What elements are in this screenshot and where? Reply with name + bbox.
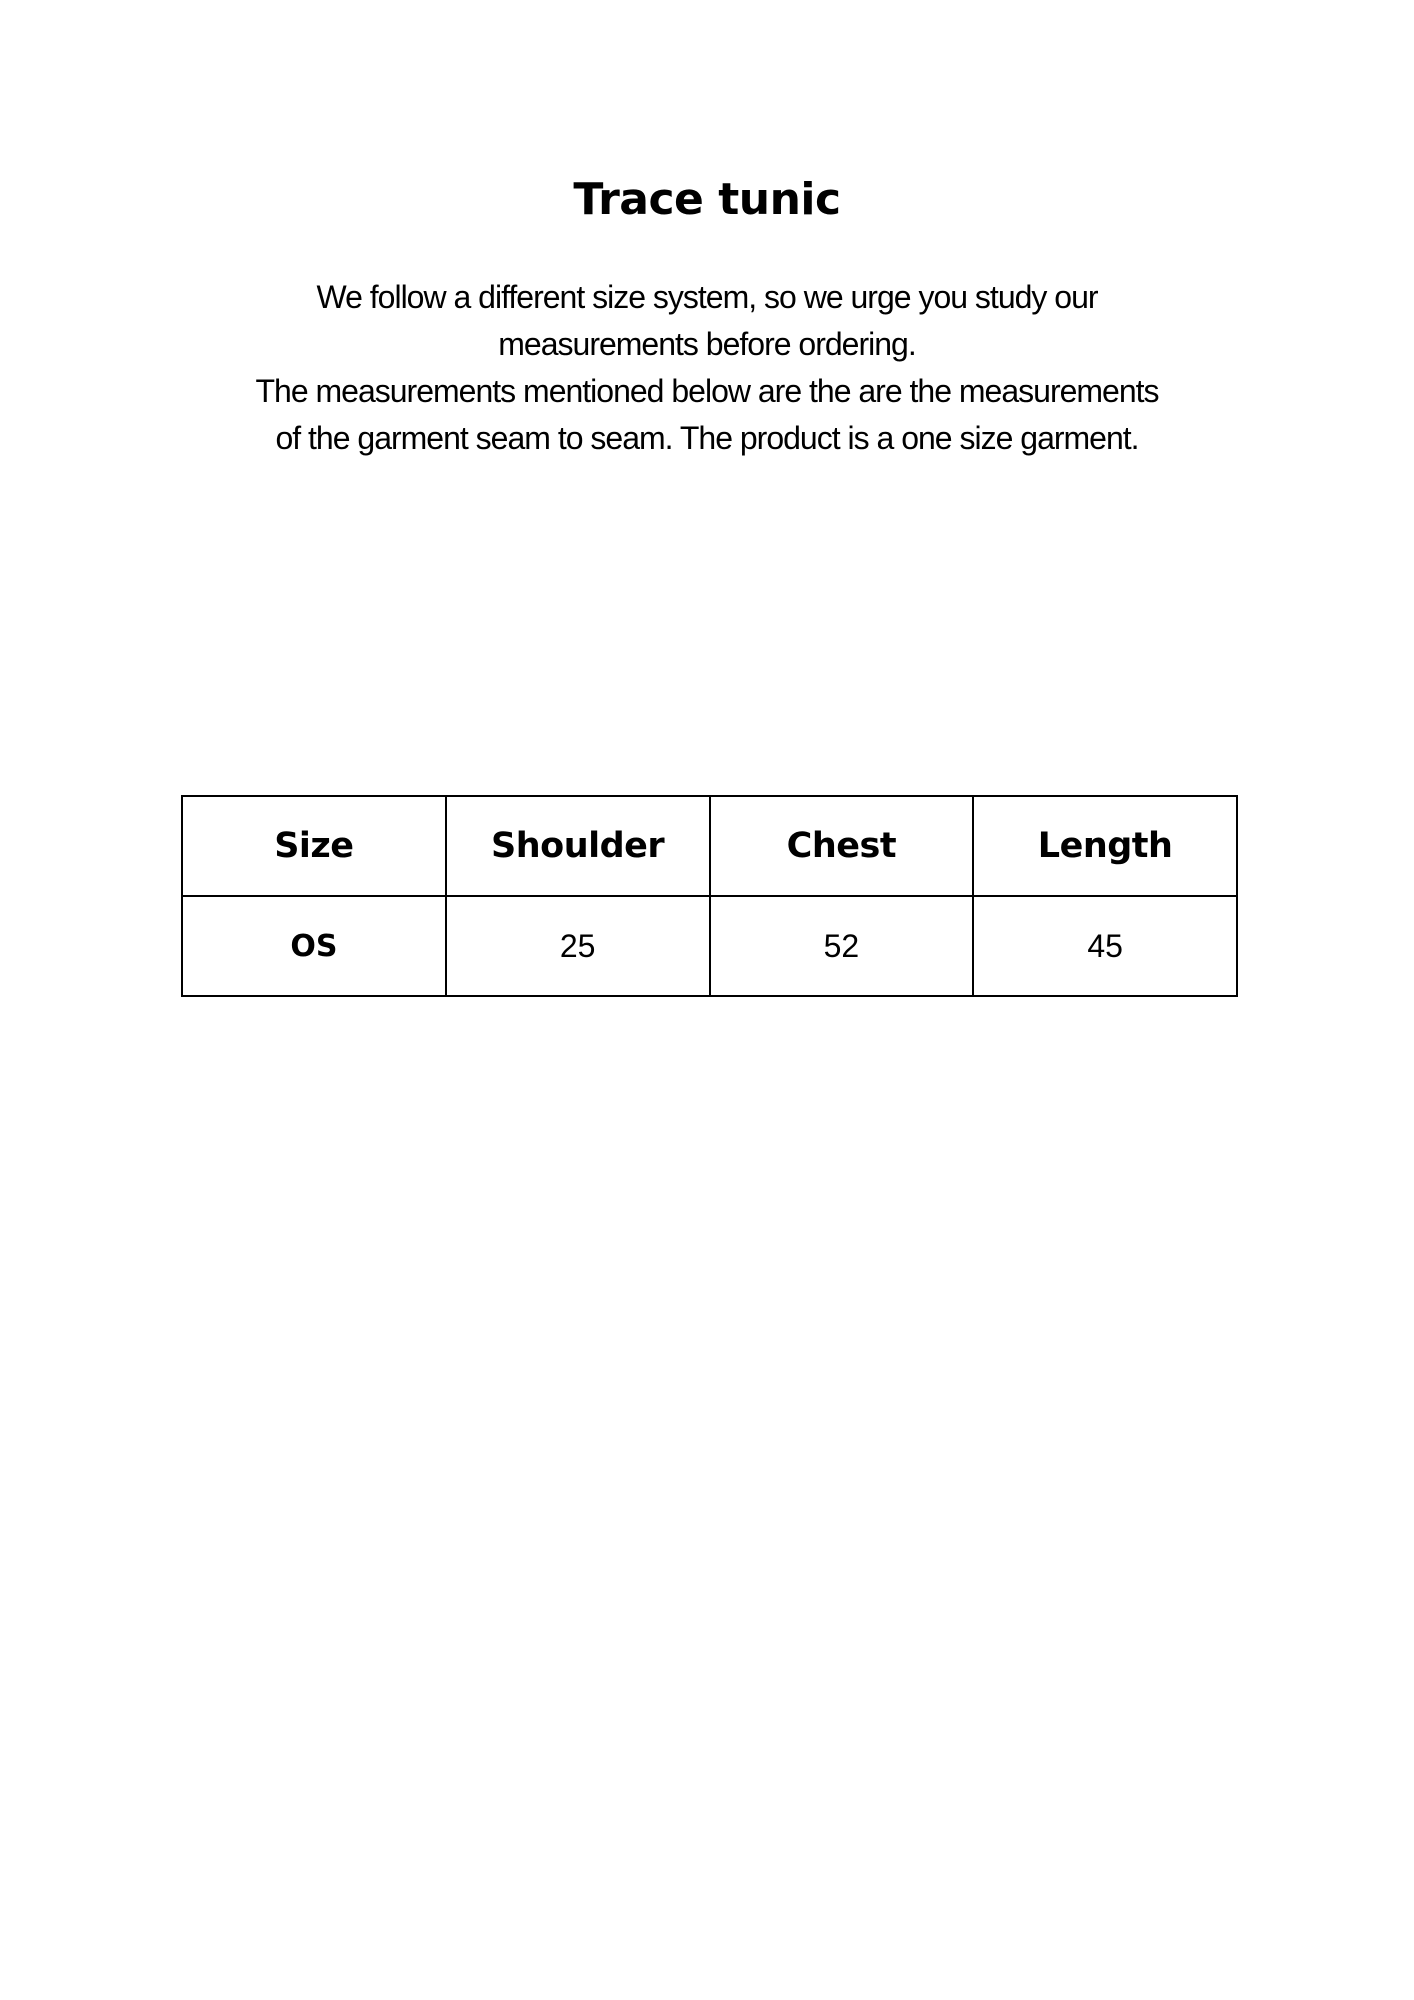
column-header-length: Length	[973, 796, 1237, 896]
page-title: Trace tunic	[573, 174, 841, 225]
intro-text	[157, 274, 1257, 462]
column-header-chest: Chest	[710, 796, 974, 896]
table-row	[182, 896, 1237, 996]
intro-line: measurements before ordering.	[498, 326, 916, 362]
intro-line: We follow a different size system, so we urge you study our	[316, 279, 1098, 315]
size-cell: OS	[182, 896, 446, 996]
shoulder-cell: 25	[446, 896, 710, 996]
size-chart-table	[181, 795, 1238, 997]
column-header-shoulder: Shoulder	[446, 796, 710, 896]
chest-cell: 52	[710, 896, 974, 996]
intro-line: The measurements mentioned below are the are the measurements	[255, 373, 1159, 409]
length-cell: 45	[973, 896, 1237, 996]
table-header-row	[182, 796, 1237, 896]
column-header-size: Size	[182, 796, 446, 896]
intro-line: of the garment seam to seam. The product is a one size garment.	[275, 420, 1139, 456]
